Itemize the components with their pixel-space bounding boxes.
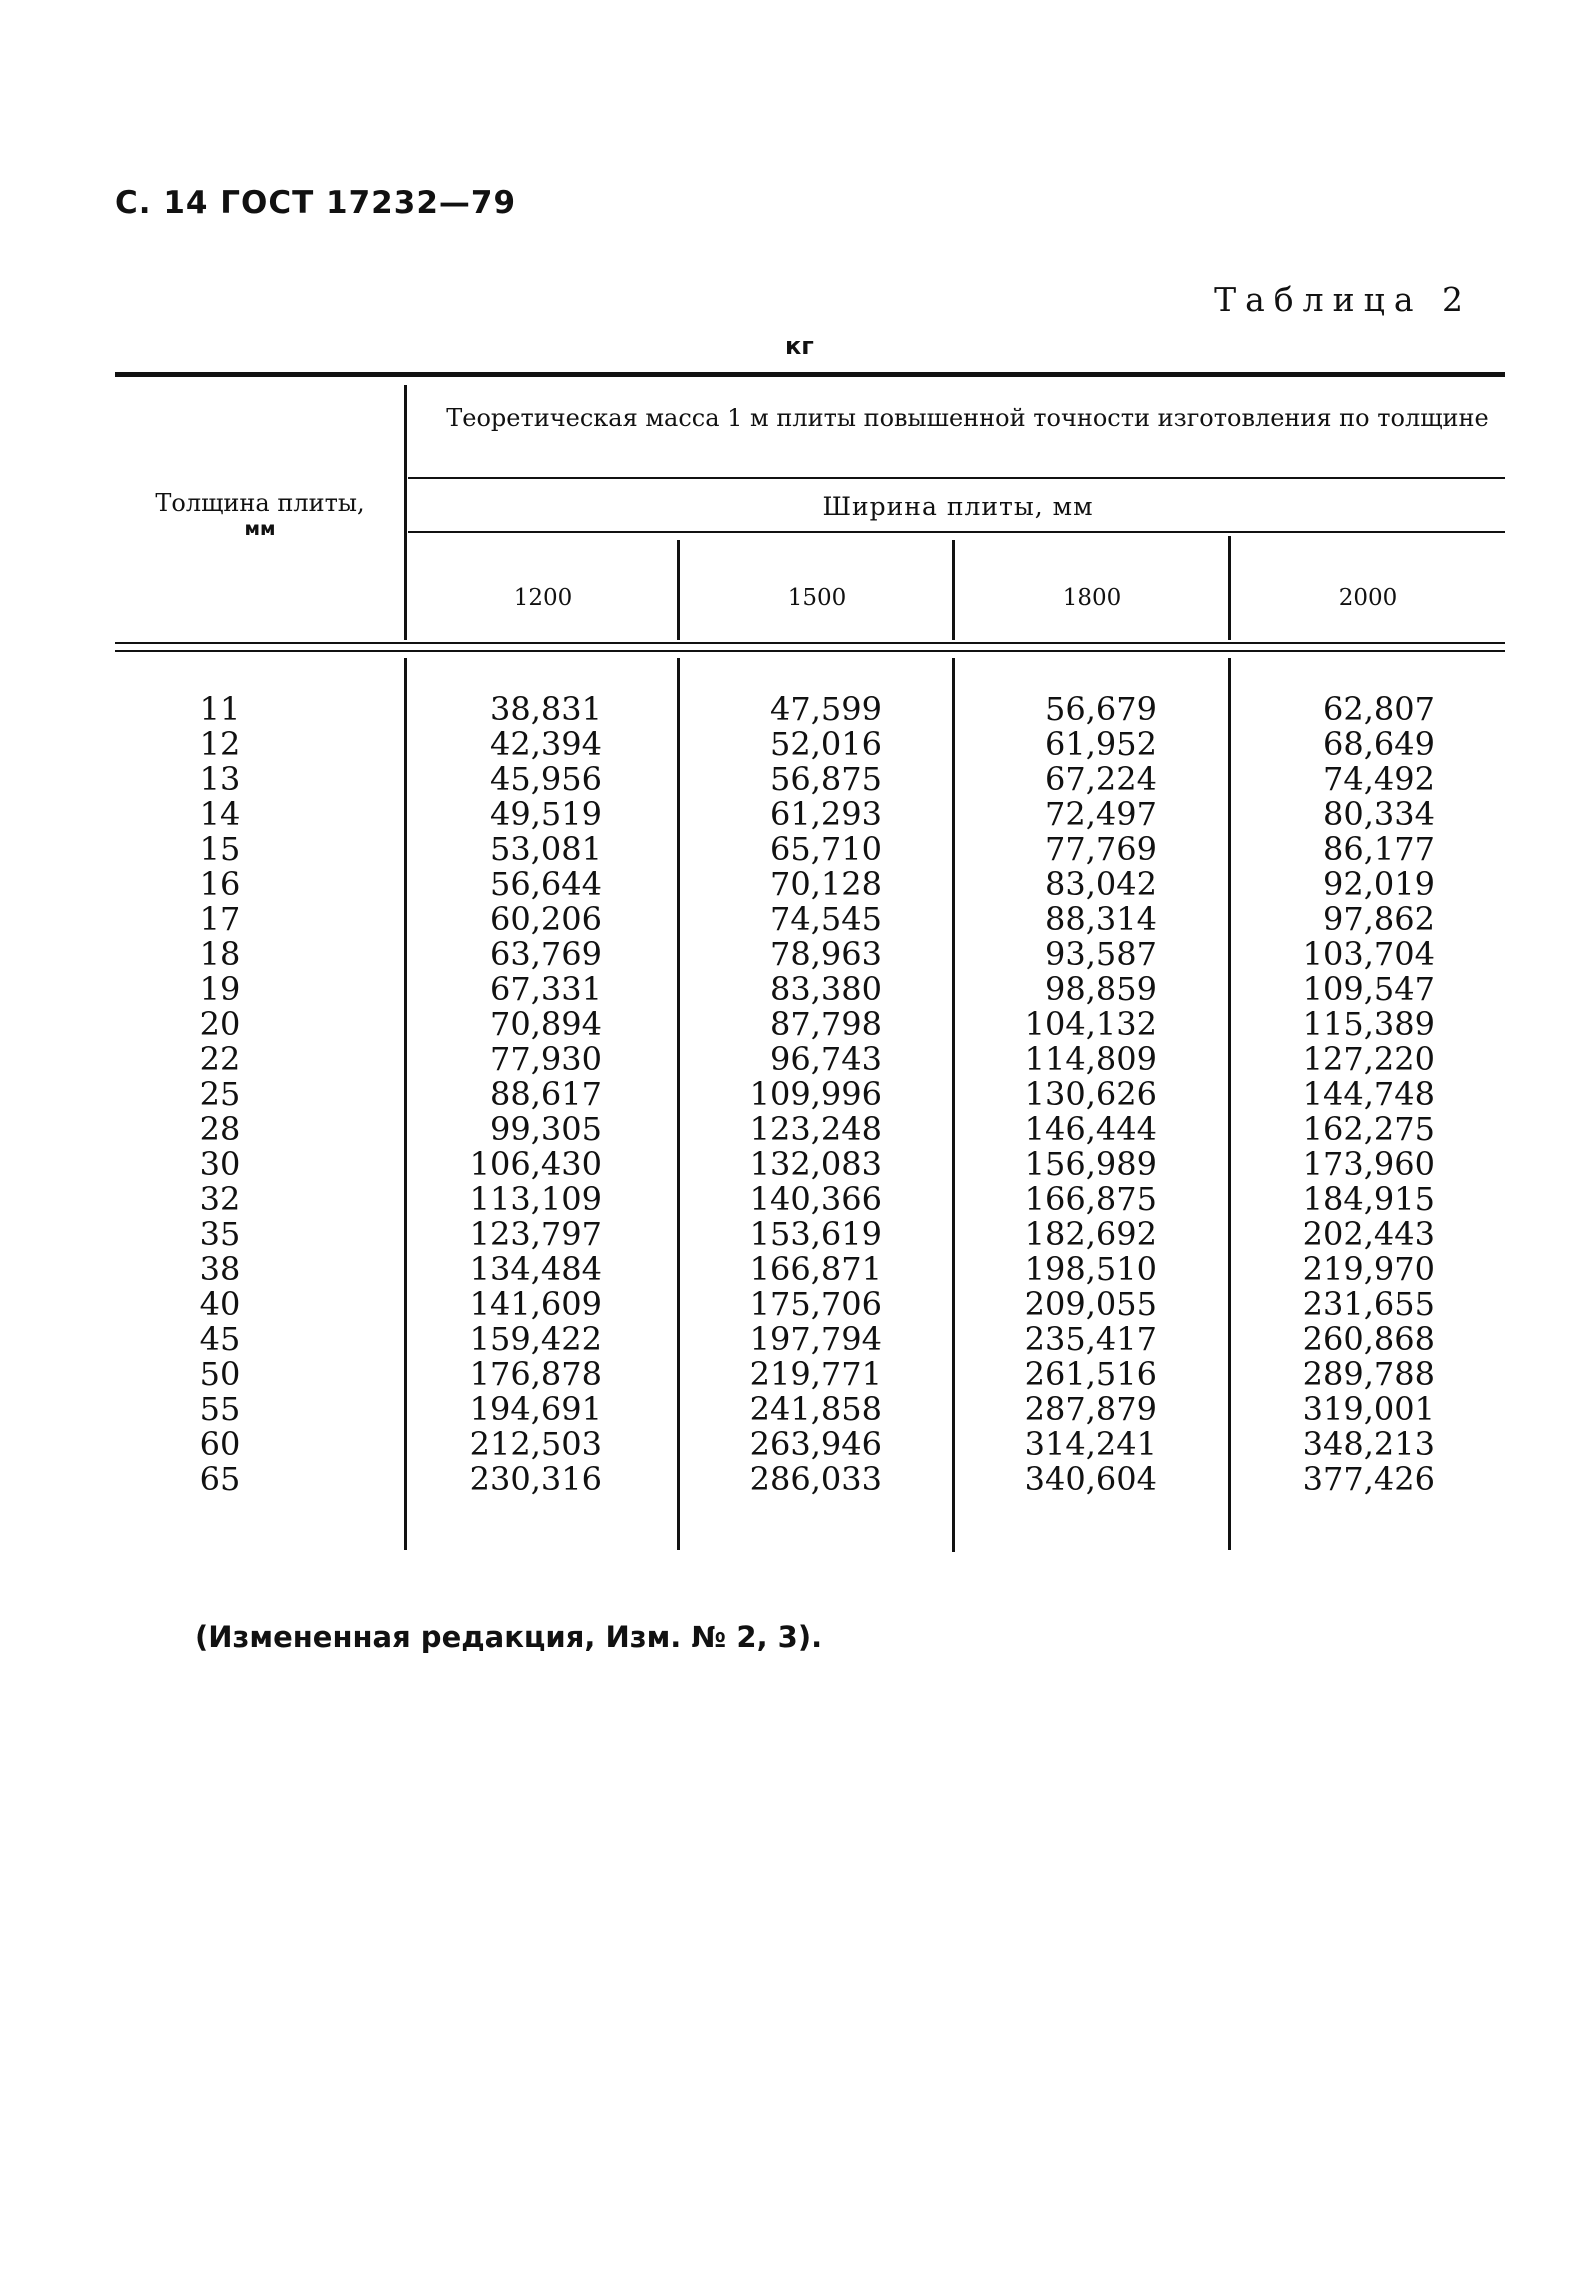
table-cell: 56,644 xyxy=(490,865,602,903)
thickness-header-unit: мм xyxy=(244,518,276,540)
table-cell: 127,220 xyxy=(1302,1040,1435,1078)
table-cell: 173,960 xyxy=(1302,1145,1435,1183)
table-cell: 198,510 xyxy=(1024,1250,1157,1288)
thickness-header xyxy=(115,490,405,541)
width-header-rule xyxy=(408,531,1505,533)
table-cell: 106,430 xyxy=(469,1145,602,1183)
header-bottom-rule-2 xyxy=(115,650,1505,652)
width-col-1500: 1500 xyxy=(787,585,847,611)
table-cell: 60 xyxy=(199,1425,241,1463)
table-cell: 97,862 xyxy=(1323,900,1435,938)
table-cell: 287,879 xyxy=(1024,1390,1157,1428)
table-cell: 74,545 xyxy=(770,900,882,938)
table-cell: 38 xyxy=(199,1250,241,1288)
table-cell: 134,484 xyxy=(469,1250,602,1288)
table-cell: 13 xyxy=(199,760,241,798)
table-cell: 92,019 xyxy=(1323,865,1435,903)
table-cell: 289,788 xyxy=(1302,1355,1435,1393)
table-cell: 182,692 xyxy=(1024,1215,1157,1253)
table-cell: 86,177 xyxy=(1323,830,1435,868)
table-cell: 45,956 xyxy=(490,760,602,798)
table-cell: 176,878 xyxy=(469,1355,602,1393)
table-cell: 28 xyxy=(199,1110,241,1148)
table-cell: 65 xyxy=(199,1460,241,1498)
table-cell: 132,083 xyxy=(749,1145,882,1183)
table-cell: 53,081 xyxy=(490,830,602,868)
table-cell: 68,649 xyxy=(1323,725,1435,763)
table-cell: 12 xyxy=(199,725,241,763)
table-cell: 184,915 xyxy=(1302,1180,1435,1218)
page-header: С. 14 ГОСТ 17232—79 xyxy=(115,185,517,221)
table-cell: 35 xyxy=(199,1215,241,1253)
mass-column-1800 xyxy=(975,692,1157,1497)
table-cell: 25 xyxy=(199,1075,241,1113)
table-cell: 78,963 xyxy=(770,935,882,973)
table-cell: 67,224 xyxy=(1045,760,1157,798)
table-cell: 87,798 xyxy=(770,1005,882,1043)
width-col-1200: 1200 xyxy=(513,585,573,611)
table-cell: 11 xyxy=(199,690,241,728)
body-divider-main xyxy=(404,658,407,1550)
table-cell: 80,334 xyxy=(1323,795,1435,833)
thickness-column xyxy=(150,692,290,1497)
body-divider-1 xyxy=(677,658,680,1550)
table-cell: 16 xyxy=(199,865,241,903)
table-cell: 45 xyxy=(199,1320,241,1358)
table-cell: 212,503 xyxy=(469,1425,602,1463)
table-cell: 175,706 xyxy=(749,1285,882,1323)
table-cell: 202,443 xyxy=(1302,1215,1435,1253)
table-cell: 286,033 xyxy=(749,1460,882,1498)
table-cell: 72,497 xyxy=(1045,795,1157,833)
table-cell: 319,001 xyxy=(1302,1390,1435,1428)
table-cell: 63,769 xyxy=(490,935,602,973)
table-cell: 194,691 xyxy=(469,1390,602,1428)
table-unit: кг xyxy=(785,332,814,360)
table-cell: 14 xyxy=(199,795,241,833)
table-cell: 153,619 xyxy=(749,1215,882,1253)
table-cell: 162,275 xyxy=(1302,1110,1435,1148)
table-cell: 156,989 xyxy=(1024,1145,1157,1183)
table-cell: 70,894 xyxy=(490,1005,602,1043)
table-cell: 93,587 xyxy=(1045,935,1157,973)
table-cell: 32 xyxy=(199,1180,241,1218)
table-cell: 52,016 xyxy=(770,725,882,763)
table-cell: 377,426 xyxy=(1302,1460,1435,1498)
table-cell: 74,492 xyxy=(1323,760,1435,798)
table-cell: 88,314 xyxy=(1045,900,1157,938)
table-cell: 109,547 xyxy=(1302,970,1435,1008)
table-cell: 99,305 xyxy=(490,1110,602,1148)
mass-column-2000 xyxy=(1255,692,1435,1497)
table-cell: 104,132 xyxy=(1024,1005,1157,1043)
table-cell: 98,859 xyxy=(1045,970,1157,1008)
table-cell: 83,380 xyxy=(770,970,882,1008)
table-cell: 96,743 xyxy=(770,1040,882,1078)
table-cell: 60,206 xyxy=(490,900,602,938)
width-header: Ширина плиты, мм xyxy=(822,492,1094,521)
table-cell: 263,946 xyxy=(749,1425,882,1463)
width-col-1800: 1800 xyxy=(1062,585,1122,611)
table-cell: 55 xyxy=(199,1390,241,1428)
table-cell: 260,868 xyxy=(1302,1320,1435,1358)
table-cell: 231,655 xyxy=(1302,1285,1435,1323)
table-cell: 83,042 xyxy=(1045,865,1157,903)
table-cell: 22 xyxy=(199,1040,241,1078)
body-divider-2 xyxy=(952,658,955,1552)
header-bottom-rule-1 xyxy=(115,642,1505,644)
table-cell: 20 xyxy=(199,1005,241,1043)
table-cell: 56,679 xyxy=(1045,690,1157,728)
table-cell: 146,444 xyxy=(1024,1110,1157,1148)
table-cell: 144,748 xyxy=(1302,1075,1435,1113)
table-cell: 219,771 xyxy=(749,1355,882,1393)
table-cell: 42,394 xyxy=(490,725,602,763)
table-cell: 38,831 xyxy=(490,690,602,728)
table-cell: 140,366 xyxy=(749,1180,882,1218)
header-sub-rule xyxy=(408,477,1505,479)
table-cell: 241,858 xyxy=(749,1390,882,1428)
table-cell: 49,519 xyxy=(490,795,602,833)
table-cell: 103,704 xyxy=(1302,935,1435,973)
table-cell: 197,794 xyxy=(749,1320,882,1358)
table-cell: 61,293 xyxy=(770,795,882,833)
table-cell: 15 xyxy=(199,830,241,868)
revision-note: (Измененная редакция, Изм. № 2, 3). xyxy=(195,1620,823,1654)
table-cell: 77,769 xyxy=(1045,830,1157,868)
table-cell: 219,970 xyxy=(1302,1250,1435,1288)
table-cell: 235,417 xyxy=(1024,1320,1157,1358)
table-cell: 109,996 xyxy=(749,1075,882,1113)
table-cell: 314,241 xyxy=(1024,1425,1157,1463)
table-title: Таблица 2 xyxy=(1214,280,1472,319)
mass-column-1500 xyxy=(700,692,882,1497)
table-cell: 166,871 xyxy=(749,1250,882,1288)
table-cell: 130,626 xyxy=(1024,1075,1157,1113)
table-cell: 209,055 xyxy=(1024,1285,1157,1323)
table-cell: 47,599 xyxy=(770,690,882,728)
table-cell: 261,516 xyxy=(1024,1355,1157,1393)
table-cell: 56,875 xyxy=(770,760,882,798)
table-cell: 65,710 xyxy=(770,830,882,868)
width-col-2000: 2000 xyxy=(1338,585,1398,611)
body-divider-3 xyxy=(1228,658,1231,1550)
table-cell: 159,422 xyxy=(469,1320,602,1358)
table-cell: 40 xyxy=(199,1285,241,1323)
table-cell: 67,331 xyxy=(490,970,602,1008)
table-cell: 17 xyxy=(199,900,241,938)
table-cell: 230,316 xyxy=(469,1460,602,1498)
mass-column-1200 xyxy=(420,692,602,1497)
table-cell: 62,807 xyxy=(1323,690,1435,728)
table-cell: 77,930 xyxy=(490,1040,602,1078)
table-cell: 166,875 xyxy=(1024,1180,1157,1218)
mass-header: Теоретическая масса 1 м плиты повышенной точности изготовления по толщине xyxy=(446,404,1489,432)
table-cell: 123,248 xyxy=(749,1110,882,1148)
table-cell: 19 xyxy=(199,970,241,1008)
table-cell: 340,604 xyxy=(1024,1460,1157,1498)
table-cell: 348,213 xyxy=(1302,1425,1435,1463)
table-cell: 70,128 xyxy=(770,865,882,903)
table-cell: 88,617 xyxy=(490,1075,602,1113)
table-cell: 50 xyxy=(199,1355,241,1393)
table-top-rule xyxy=(115,372,1505,377)
table-cell: 114,809 xyxy=(1024,1040,1157,1078)
table-cell: 115,389 xyxy=(1302,1005,1435,1043)
table-cell: 18 xyxy=(199,935,241,973)
table-cell: 113,109 xyxy=(469,1180,602,1218)
table-cell: 30 xyxy=(199,1145,241,1183)
table-cell: 123,797 xyxy=(469,1215,602,1253)
table-cell: 141,609 xyxy=(469,1285,602,1323)
table-cell: 61,952 xyxy=(1045,725,1157,763)
thickness-header-label: Толщина плиты, xyxy=(155,489,365,517)
